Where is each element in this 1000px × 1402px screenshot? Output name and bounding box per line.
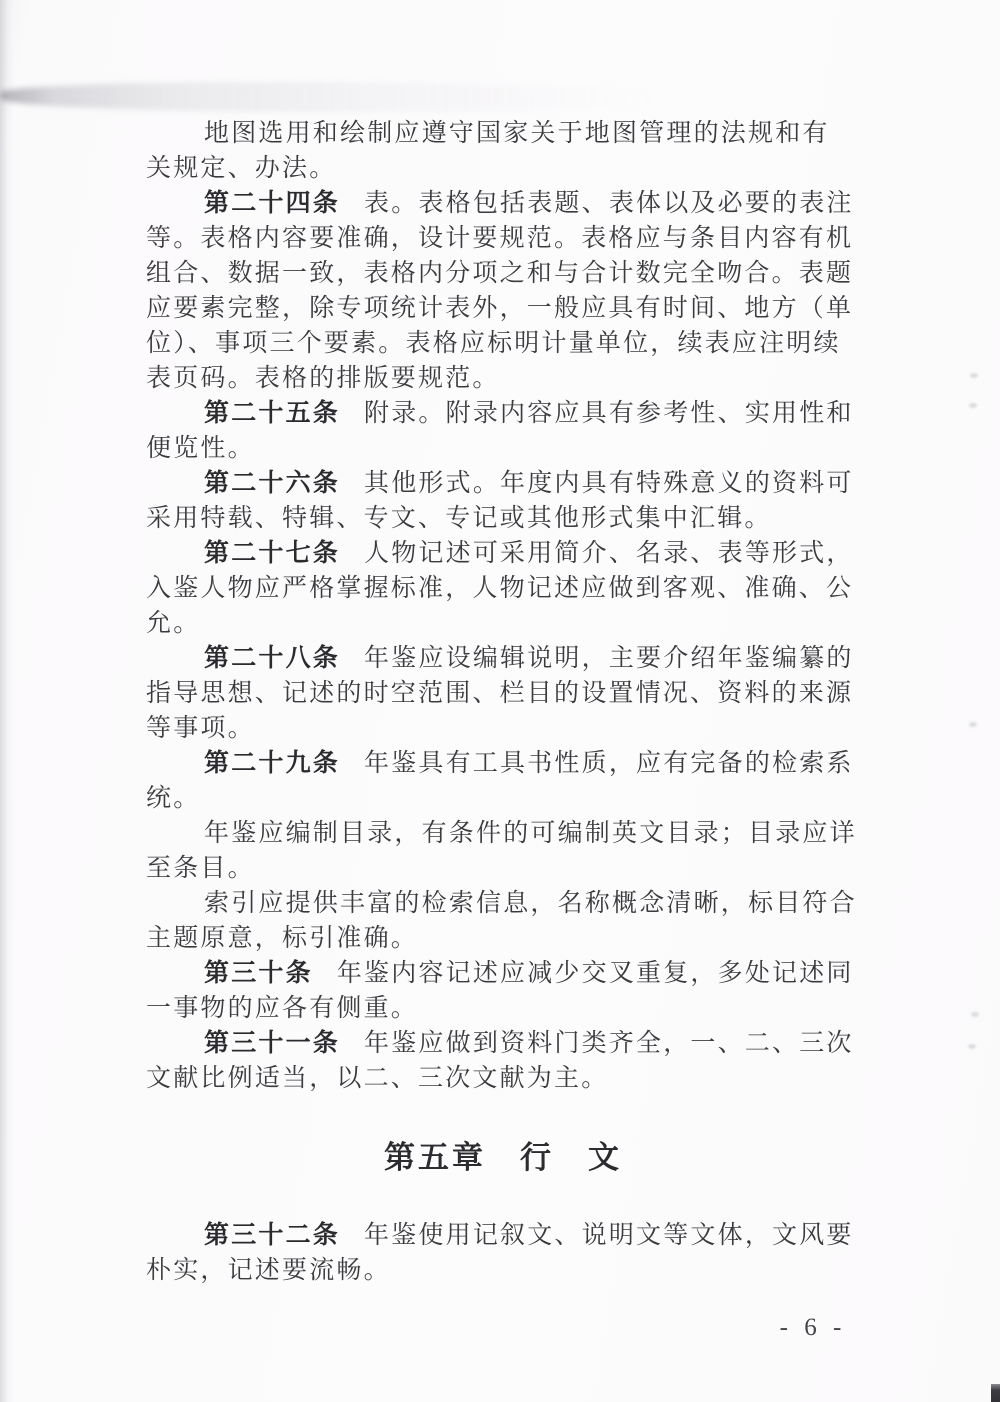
line-text: 允。 <box>146 610 201 637</box>
article-number: 第三十二条 <box>204 1221 341 1249</box>
text-line <box>146 886 860 921</box>
line-text: 主题原意，标引准确。 <box>146 925 419 952</box>
text-line <box>146 186 860 221</box>
line-text: 指导思想、记述的时空范围、栏目的设置情况、资料的来源 <box>146 680 854 707</box>
article-number: 第二十九条 <box>204 749 341 777</box>
text-line <box>146 431 860 466</box>
line-text: 朴实，记述要流畅。 <box>146 1257 391 1284</box>
text-line <box>146 781 860 816</box>
line-text: 索引应提供丰富的检索信息，名称概念清晰，标目符合 <box>204 890 857 917</box>
right-edge-speck <box>971 1012 979 1017</box>
right-edge-speck <box>968 1044 976 1049</box>
text-line <box>146 326 860 361</box>
article-number: 第三十一条 <box>204 1029 341 1057</box>
line-text: 年鉴内容记述应减少交叉重复，多处记述同 <box>336 960 854 987</box>
text-line <box>146 466 860 501</box>
line-text: 年鉴使用记叙文、说明文等文体，文风要 <box>364 1222 854 1249</box>
line-text: 关规定、办法。 <box>146 155 337 182</box>
line-text: 位）、事项三个要素。表格应标明计量单位，续表应注明续 <box>146 330 841 357</box>
line-text: 年鉴具有工具书性质，应有完备的检索系 <box>364 750 854 777</box>
text-line <box>146 816 860 851</box>
chapter-heading: 第五章 行 文 <box>384 1140 622 1175</box>
line-text: 等事项。 <box>146 715 255 742</box>
text-line <box>146 1218 860 1253</box>
text-line <box>146 396 860 431</box>
page-number: - 6 - <box>779 1314 847 1341</box>
document-body <box>146 116 860 1288</box>
text-line <box>146 151 860 186</box>
line-text: 文献比例适当，以二、三次文献为主。 <box>146 1065 609 1092</box>
line-text: 表。表格包括表题、表体以及必要的表注 <box>364 190 854 217</box>
text-line <box>146 746 860 781</box>
line-text: 地图选用和绘制应遵守国家关于地图管理的法规和有 <box>204 120 830 147</box>
article-number: 第二十四条 <box>204 189 341 217</box>
top-left-scan-smudge <box>0 82 690 112</box>
right-edge-speck <box>970 373 978 378</box>
text-line <box>146 501 860 536</box>
line-text: 入鉴人物应严格掌握标准，人物记述应做到客观、准确、公 <box>146 575 854 602</box>
bottom-right-scan-mark <box>991 1384 1000 1402</box>
text-line <box>146 256 860 291</box>
line-text: 年鉴应编制目录，有条件的可编制英文目录；目录应详 <box>204 820 857 847</box>
line-text: 采用特载、特辑、专文、专记或其他形式集中汇辑。 <box>146 505 772 532</box>
article-number: 第三十条 <box>204 959 313 987</box>
text-line <box>146 571 860 606</box>
line-text: 附录。附录内容应具有参考性、实用性和 <box>364 400 854 427</box>
chapter-body <box>146 1218 860 1288</box>
text-line <box>146 606 860 641</box>
article-number: 第二十八条 <box>204 644 341 672</box>
right-edge-speck <box>969 403 977 408</box>
line-text: 组合、数据一致，表格内分项之和与合计数完全吻合。表题 <box>146 260 854 287</box>
article-number: 第二十五条 <box>204 399 341 427</box>
text-line <box>146 1061 860 1096</box>
text-line <box>146 221 860 256</box>
article-number: 第二十六条 <box>204 469 341 497</box>
left-edge-scan-shadow <box>0 0 14 1402</box>
text-line <box>146 536 860 571</box>
line-text: 其他形式。年度内具有特殊意义的资料可 <box>364 470 854 497</box>
line-text: 便览性。 <box>146 435 255 462</box>
line-text: 等。表格内容要准确，设计要规范。表格应与条目内容有机 <box>146 225 854 252</box>
right-edge-speck <box>969 722 977 727</box>
line-text: 年鉴应设编辑说明，主要介绍年鉴编纂的 <box>364 645 854 672</box>
text-line <box>146 1253 860 1288</box>
article-number: 第二十七条 <box>204 539 341 567</box>
text-line <box>146 1026 860 1061</box>
line-text: 统。 <box>146 785 201 812</box>
line-text: 表页码。表格的排版要规范。 <box>146 365 500 392</box>
line-text: 应要素完整，除专项统计表外，一般应具有时间、地方（单 <box>146 295 854 322</box>
text-line <box>146 921 860 956</box>
text-line <box>146 361 860 396</box>
text-line <box>146 291 860 326</box>
text-line <box>146 641 860 676</box>
text-line <box>146 711 860 746</box>
text-line <box>146 116 860 151</box>
line-text: 一事物的应各有侧重。 <box>146 995 419 1022</box>
line-text: 人物记述可采用简介、名录、表等形式， <box>364 540 854 567</box>
text-line <box>146 956 860 991</box>
line-text: 年鉴应做到资料门类齐全，一、二、三次 <box>364 1030 854 1057</box>
line-text: 至条目。 <box>146 855 255 882</box>
text-line <box>146 851 860 886</box>
text-line <box>146 991 860 1026</box>
text-line <box>146 676 860 711</box>
